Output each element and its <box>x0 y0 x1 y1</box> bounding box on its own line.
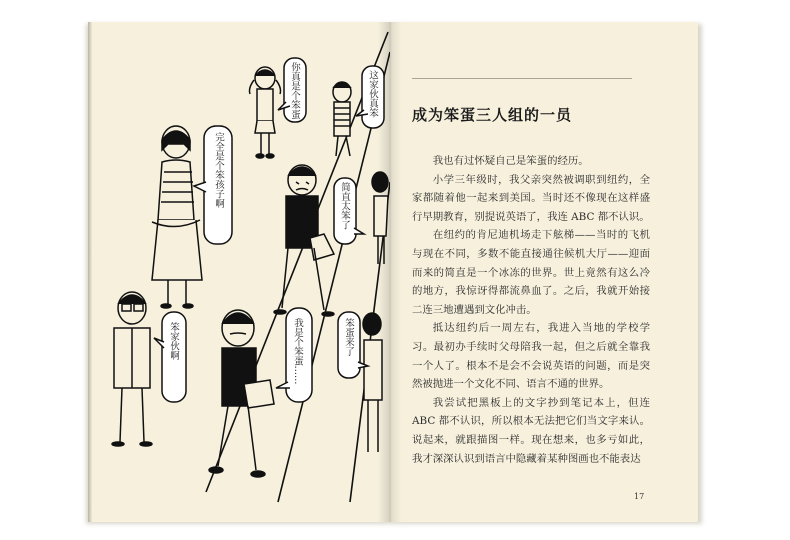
paragraph-2: 小学三年级时，我父亲突然被调职到纽约，全家都随着他一起来到美国。当时还不像现在这样盛行早期教育，别提说英语了，我连 ABC 都不认识。 <box>412 173 650 223</box>
boy-striped-figure <box>333 82 351 156</box>
manga-illustration <box>88 22 390 522</box>
bubble-text-7: 笨蛋来了 <box>343 318 354 356</box>
chapter-title: 成为笨蛋三人组的一员 <box>412 106 573 124</box>
bubble-text-1: 你真是个笨蛋 <box>289 62 300 119</box>
paragraph-4: 抵达纽约后一周左右，我进入当地的学校学习。最初办手续时父母陪我一起，但之后就全靠我一个人了。根本不是会不会说英语的问题，而是突然被抛进一个文化不同、语言不通的世界。 <box>412 322 650 391</box>
bubble-text-3: 完全是个笨孩子啊 <box>213 132 224 208</box>
paragraph-5: 我尝试把黑板上的文字抄到笔记本上，但连 ABC 都不认识，所以根本无法把它们当文字来认。说起来，就跟描图一样。现在想来，也多亏如此，我才深深认识到语言中隐藏着某种图画也不能表达 <box>412 396 650 465</box>
bubble-text-6: 我是个笨蛋…… <box>292 318 303 385</box>
bubble-text-4: 简直太笨了 <box>339 182 350 230</box>
bubble-text-2: 这家伙真笨 <box>367 70 378 118</box>
paragraph-3: 在纽约的肯尼迪机场走下舷梯——当时的飞机与现在不同，多数不能直接通往候机大厅——迎面而来的简直是一个冰冻的世界。世上竟然有这么冷的地方，我惊讶得都流鼻血了。之后，我就开始接二连三地遭遇到文化冲击。 <box>412 229 650 316</box>
woman-right-figure <box>372 172 388 264</box>
body-text <box>412 152 650 468</box>
man-with-glasses-figure <box>112 292 152 446</box>
page-number: 17 <box>634 492 645 501</box>
main-boy-figure <box>209 310 274 477</box>
woman-striped-figure <box>152 126 202 308</box>
running-head-rule <box>412 78 632 79</box>
paragraph-1: 我也有过怀疑自己是笨蛋的经历。 <box>432 155 589 167</box>
bubble-text-5: 笨家伙啊 <box>168 322 179 360</box>
woman-bottom-right-figure <box>363 313 382 452</box>
schoolboy-with-bag-figure <box>274 165 334 316</box>
girl-pigtails-figure <box>250 67 281 158</box>
